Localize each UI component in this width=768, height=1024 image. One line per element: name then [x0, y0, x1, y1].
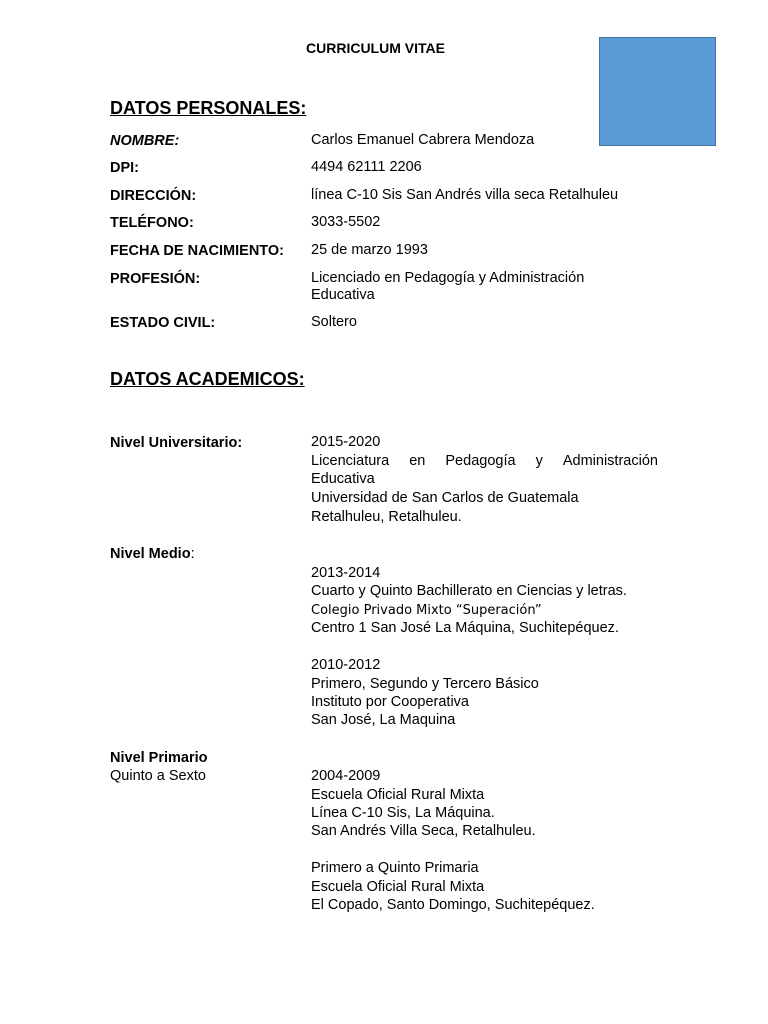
nacimiento-value: 25 de marzo 1993: [311, 242, 428, 258]
uni-word: y: [535, 453, 543, 469]
uni-word: Administración: [562, 453, 658, 469]
prim1-location: San Andrés Villa Seca, Retalhuleu.: [311, 823, 536, 839]
telefono-label: TELÉFONO:: [110, 215, 194, 231]
medio1-location: Centro 1 San José La Máquina, Suchitepéquez.: [311, 620, 619, 636]
nivel-medio-label: Nivel Medio:: [110, 546, 195, 562]
dpi-value: 4494 62111 2206: [311, 159, 422, 175]
prim1-years: 2004-2009: [311, 768, 381, 784]
nacimiento-label: FECHA DE NACIMIENTO:: [110, 243, 284, 259]
profesion-label: PROFESIÓN:: [110, 271, 201, 287]
medio2-years: 2010-2012: [311, 657, 381, 673]
direccion-value: línea C-10 Sis San Andrés villa seca Retalhuleu: [311, 187, 619, 203]
section-heading-personal: DATOS PERSONALES:: [110, 98, 307, 118]
uni-word: Licenciatura: [311, 453, 390, 469]
uni-degree-line1: [311, 453, 658, 470]
nivel-universitario-label: Nivel Universitario:: [110, 435, 243, 451]
medio1-institution: Colegio Privado Mixto “Superación”: [311, 603, 542, 618]
medio1-degree: Cuarto y Quinto Bachillerato en Ciencias y letras.: [311, 583, 627, 599]
profesion-value-line2: Educativa: [311, 287, 375, 303]
uni-degree-line2: Educativa: [311, 471, 375, 487]
uni-years: 2015-2020: [311, 434, 381, 450]
estado-civil-label: ESTADO CIVIL:: [110, 315, 216, 331]
prim2-location: El Copado, Santo Domingo, Suchitepéquez.: [311, 897, 595, 913]
prim1-school: Escuela Oficial Rural Mixta: [311, 787, 485, 803]
telefono-value: 3033-5502: [311, 214, 381, 230]
photo-placeholder: [599, 37, 716, 146]
prim2-grades: Primero a Quinto Primaria: [311, 860, 479, 876]
uni-word: Pedagogía: [445, 453, 516, 469]
nivel-primario-label: Nivel Primario: [110, 750, 208, 766]
nombre-label: NOMBRE:: [110, 133, 180, 149]
dpi-label: DPI:: [110, 160, 139, 176]
uni-location: Retalhuleu, Retalhuleu.: [311, 509, 462, 525]
document-title: CURRICULUM VITAE: [306, 40, 445, 56]
direccion-label: DIRECCIÓN:: [110, 188, 197, 204]
section-heading-academic: DATOS ACADEMICOS:: [110, 369, 305, 389]
estado-civil-value: Soltero: [311, 314, 357, 330]
medio1-years: 2013-2014: [311, 565, 381, 581]
prim2-school: Escuela Oficial Rural Mixta: [311, 879, 485, 895]
nivel-primario-sub: Quinto a Sexto: [110, 768, 206, 784]
medio2-institution: Instituto por Cooperativa: [311, 694, 469, 710]
prim1-address: Línea C-10 Sis, La Máquina.: [311, 805, 495, 821]
profesion-value-line1: Licenciado en Pedagogía y Administración: [311, 270, 585, 286]
nombre-value: Carlos Emanuel Cabrera Mendoza: [311, 132, 535, 148]
uni-word: en: [409, 453, 426, 469]
medio2-location: San José, La Maquina: [311, 712, 456, 728]
uni-institution: Universidad de San Carlos de Guatemala: [311, 490, 579, 506]
medio2-degree: Primero, Segundo y Tercero Básico: [311, 676, 539, 692]
